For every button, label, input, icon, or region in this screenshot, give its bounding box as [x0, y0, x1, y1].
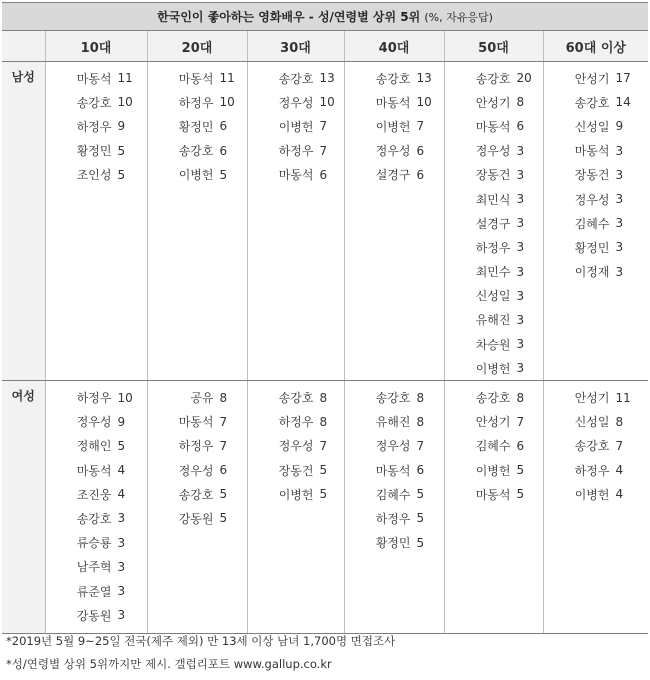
ranking-entry [544, 235, 649, 259]
actor-name: 차승원 [475, 337, 511, 352]
percent-value: 5 [319, 487, 328, 502]
percent-value: 5 [219, 487, 228, 502]
percent-value: 6 [219, 463, 228, 478]
actor-name: 마동석 [375, 95, 411, 110]
actor-name: 이정재 [574, 265, 610, 280]
percent-value: 5 [516, 487, 525, 502]
actor-name: 김혜수 [574, 216, 610, 231]
ranking-entry [46, 482, 147, 506]
actor-name: 정우성 [574, 192, 610, 207]
ranking-entry [46, 90, 147, 114]
percent-value: 5 [117, 167, 126, 182]
ranking-entry [345, 458, 444, 482]
actor-name: 이병헌 [574, 487, 610, 502]
percent-value: 3 [615, 264, 624, 279]
age-header-10s: 10대 [45, 31, 147, 62]
percent-value: 11 [117, 71, 133, 86]
percent-value: 3 [117, 511, 126, 526]
ranking-entry [345, 434, 444, 458]
ranking-entry [445, 385, 543, 409]
ranking-entry [248, 163, 344, 187]
percent-value: 5 [416, 535, 425, 550]
actor-name: 이병헌 [475, 463, 511, 478]
actor-name: 이병헌 [475, 361, 511, 376]
actor-name: 하정우 [278, 415, 314, 430]
ranking-entry [544, 458, 649, 482]
actor-name: 황정민 [76, 144, 112, 159]
ranking-entry [544, 410, 649, 434]
actor-name: 하정우 [375, 511, 411, 526]
percent-value: 10 [416, 95, 432, 110]
ranking-entry [148, 458, 247, 482]
percent-value: 3 [117, 584, 126, 599]
table-title: 한국인이 좋아하는 영화배우 - 성/연령별 상위 5위 [157, 10, 421, 24]
actor-name: 유해진 [475, 313, 511, 328]
percent-value: 9 [615, 119, 624, 134]
actor-name: 최민수 [475, 265, 511, 280]
actor-name: 조인성 [76, 168, 112, 183]
percent-value: 7 [219, 414, 228, 429]
actor-name: 유해진 [375, 415, 411, 430]
percent-value: 10 [117, 95, 133, 110]
percent-value: 4 [117, 487, 126, 502]
ranking-entry [544, 139, 649, 163]
percent-value: 4 [615, 487, 624, 502]
ranking-entry [46, 555, 147, 579]
gender-label-female: 여성 [2, 381, 45, 634]
actor-name: 신성일 [475, 289, 511, 304]
percent-value: 7 [615, 438, 624, 453]
percent-value: 5 [117, 438, 126, 453]
actor-name: 마동석 [475, 119, 511, 134]
ranking-entry [544, 211, 649, 235]
actor-name: 장동건 [475, 168, 511, 183]
corner-header-cell [2, 31, 45, 62]
percent-value: 5 [219, 167, 228, 182]
ranking-entry [544, 187, 649, 211]
actor-name: 공유 [190, 391, 214, 406]
percent-value: 7 [516, 414, 525, 429]
ranking-entry [248, 458, 344, 482]
actor-name: 마동석 [574, 144, 610, 159]
percent-value: 3 [516, 288, 525, 303]
actor-name: 남주혁 [76, 560, 112, 575]
percent-value: 3 [615, 240, 624, 255]
actor-name: 이병헌 [278, 119, 314, 134]
actor-name: 하정우 [178, 95, 214, 110]
percent-value: 4 [117, 463, 126, 478]
age-header-row [2, 31, 648, 62]
ranking-entry [248, 410, 344, 434]
percent-value: 10 [117, 390, 133, 405]
actor-name: 황정민 [375, 536, 411, 551]
ranking-entry [46, 163, 147, 187]
percent-value: 3 [516, 312, 525, 327]
percent-value: 6 [516, 119, 525, 134]
actor-name: 최민식 [475, 192, 511, 207]
ranking-entry [544, 482, 649, 506]
actor-name: 하정우 [278, 144, 314, 159]
ranking-entry [248, 90, 344, 114]
ranking-entry [445, 66, 543, 90]
ranking-entry [148, 139, 247, 163]
ranking-entry [248, 66, 344, 90]
percent-value: 3 [516, 192, 525, 207]
age-header-60s-plus: 60대 이상 [543, 31, 648, 62]
actor-name: 송강호 [375, 71, 411, 86]
ranking-entry [345, 506, 444, 530]
actor-name: 송강호 [278, 71, 314, 86]
percent-value: 3 [516, 361, 525, 376]
ranking-entry [345, 482, 444, 506]
ranking-entry [544, 434, 649, 458]
percent-value: 6 [516, 438, 525, 453]
actor-name: 송강호 [475, 391, 511, 406]
actor-name: 송강호 [178, 144, 214, 159]
actor-name: 이병헌 [278, 487, 314, 502]
ranking-entry [445, 308, 543, 332]
actor-name: 조진웅 [76, 487, 112, 502]
percent-value: 14 [615, 95, 631, 110]
percent-value: 3 [516, 143, 525, 158]
ranking-entry [148, 410, 247, 434]
percent-value: 13 [319, 71, 335, 86]
percent-value: 8 [319, 390, 328, 405]
ranking-entry [248, 482, 344, 506]
male-20s-cell [147, 62, 247, 381]
title-row [2, 3, 648, 31]
percent-value: 9 [117, 414, 126, 429]
percent-value: 5 [516, 463, 525, 478]
actor-name: 황정민 [178, 119, 214, 134]
ranking-entry [248, 139, 344, 163]
percent-value: 6 [219, 119, 228, 134]
ranking-entry [345, 90, 444, 114]
ranking-entry [445, 482, 543, 506]
actor-name: 설경구 [475, 216, 511, 231]
ranking-entry [445, 90, 543, 114]
actor-name: 안성기 [475, 415, 511, 430]
ranking-entry [445, 163, 543, 187]
percent-value: 3 [516, 264, 525, 279]
actor-name: 송강호 [375, 391, 411, 406]
ranking-entry [148, 66, 247, 90]
ranking-entry [46, 385, 147, 409]
actor-name: 송강호 [76, 95, 112, 110]
female-60s-plus-cell [543, 381, 648, 634]
actor-name: 하정우 [76, 391, 112, 406]
ranking-entry [445, 235, 543, 259]
percent-value: 6 [416, 463, 425, 478]
actor-name: 강동원 [76, 608, 112, 623]
ranking-entry [46, 410, 147, 434]
ranking-entry [46, 434, 147, 458]
actor-name: 송강호 [574, 95, 610, 110]
table-title-note: (%, 자유응답) [424, 11, 493, 24]
age-header-40s: 40대 [344, 31, 444, 62]
actor-name: 안성기 [475, 95, 511, 110]
percent-value: 6 [416, 167, 425, 182]
ranking-entry [345, 114, 444, 138]
ranking-entry [46, 506, 147, 530]
ranking-entry [445, 114, 543, 138]
ranking-entry [148, 482, 247, 506]
ranking-entry [345, 410, 444, 434]
ranking-entry [46, 579, 147, 603]
actor-name: 마동석 [375, 463, 411, 478]
percent-value: 3 [117, 559, 126, 574]
percent-value: 5 [416, 511, 425, 526]
percent-value: 8 [319, 414, 328, 429]
actor-name: 정우성 [178, 463, 214, 478]
table-title-cell [2, 3, 648, 31]
male-row [2, 62, 648, 381]
ranking-entry [46, 114, 147, 138]
ranking-entry [248, 385, 344, 409]
percent-value: 10 [319, 95, 335, 110]
ranking-entry [46, 603, 147, 627]
percent-value: 7 [319, 119, 328, 134]
ranking-entry [445, 458, 543, 482]
actor-name: 신성일 [574, 119, 610, 134]
ranking-entry [445, 260, 543, 284]
percent-value: 6 [219, 143, 228, 158]
actor-name: 마동석 [178, 415, 214, 430]
ranking-entry [46, 458, 147, 482]
female-10s-cell [45, 381, 147, 634]
actor-name: 강동원 [178, 511, 214, 526]
male-60s-plus-cell [543, 62, 648, 381]
actor-name: 송강호 [574, 439, 610, 454]
actor-name: 류승룡 [76, 536, 112, 551]
ranking-entry [345, 139, 444, 163]
percent-value: 3 [615, 167, 624, 182]
actor-name: 정해인 [76, 439, 112, 454]
percent-value: 8 [416, 390, 425, 405]
ranking-entry [544, 66, 649, 90]
actor-name: 김혜수 [375, 487, 411, 502]
actor-name: 이병헌 [178, 168, 214, 183]
ranking-entry [445, 284, 543, 308]
ranking-entry [148, 506, 247, 530]
actor-name: 마동석 [178, 71, 214, 86]
ranking-entry [46, 531, 147, 555]
gender-label-male: 남성 [2, 62, 45, 381]
percent-value: 17 [615, 71, 631, 86]
female-30s-cell [247, 381, 344, 634]
actor-name: 안성기 [574, 71, 610, 86]
ranking-entry [148, 114, 247, 138]
percent-value: 3 [516, 337, 525, 352]
age-header-50s: 50대 [444, 31, 543, 62]
actor-name: 류준열 [76, 584, 112, 599]
ranking-entry [445, 211, 543, 235]
actor-name: 송강호 [76, 511, 112, 526]
ranking-entry [445, 187, 543, 211]
percent-value: 13 [416, 71, 432, 86]
ranking-entry [544, 163, 649, 187]
actor-name: 마동석 [76, 463, 112, 478]
ranking-entry [445, 356, 543, 380]
actor-name: 하정우 [76, 119, 112, 134]
percent-value: 5 [117, 143, 126, 158]
ranking-entry [148, 163, 247, 187]
percent-value: 7 [219, 438, 228, 453]
ranking-entry [148, 434, 247, 458]
ranking-entry [46, 66, 147, 90]
ranking-entry [445, 139, 543, 163]
actor-name: 설경구 [375, 168, 411, 183]
percent-value: 10 [219, 95, 235, 110]
percent-value: 3 [117, 608, 126, 623]
actor-name: 송강호 [178, 487, 214, 502]
percent-value: 3 [516, 240, 525, 255]
ranking-entry [345, 66, 444, 90]
percent-value: 3 [615, 216, 624, 231]
male-30s-cell [247, 62, 344, 381]
ranking-entry [445, 332, 543, 356]
percent-value: 5 [416, 487, 425, 502]
percent-value: 5 [219, 511, 228, 526]
ranking-entry [445, 434, 543, 458]
actor-name: 마동석 [475, 487, 511, 502]
percent-value: 8 [516, 95, 525, 110]
actor-name: 마동석 [278, 168, 314, 183]
percent-value: 20 [516, 71, 532, 86]
ranking-entry [445, 410, 543, 434]
female-20s-cell [147, 381, 247, 634]
percent-value: 6 [416, 143, 425, 158]
percent-value: 7 [416, 119, 425, 134]
actor-name: 정우성 [475, 144, 511, 159]
actor-name: 하정우 [574, 463, 610, 478]
actor-ranking-table [2, 2, 648, 634]
ranking-entry [148, 385, 247, 409]
footnote-source: *성/연령별 상위 5위까지만 제시. 갤럽리포트 www.gallup.co.kr [6, 657, 332, 671]
footnote-survey: *2019년 5월 9~25일 전국(제주 제외) 만 13세 이상 남녀 1,700명 면접조사 [6, 634, 396, 648]
age-header-30s: 30대 [247, 31, 344, 62]
actor-name: 정우성 [375, 439, 411, 454]
percent-value: 9 [117, 119, 126, 134]
male-50s-cell [444, 62, 543, 381]
percent-value: 4 [615, 463, 624, 478]
actor-name: 송강호 [475, 71, 511, 86]
actor-name: 이병헌 [375, 119, 411, 134]
percent-value: 3 [516, 216, 525, 231]
percent-value: 11 [615, 390, 631, 405]
ranking-entry [248, 114, 344, 138]
actor-name: 정우성 [278, 439, 314, 454]
actor-name: 정우성 [278, 95, 314, 110]
actor-name: 정우성 [375, 144, 411, 159]
actor-name: 장동건 [574, 168, 610, 183]
male-40s-cell [344, 62, 444, 381]
ranking-entry [544, 385, 649, 409]
percent-value: 8 [416, 414, 425, 429]
percent-value: 3 [615, 143, 624, 158]
actor-name: 정우성 [76, 415, 112, 430]
percent-value: 3 [615, 192, 624, 207]
ranking-entry [544, 90, 649, 114]
percent-value: 8 [219, 390, 228, 405]
ranking-entry [248, 434, 344, 458]
ranking-entry [345, 163, 444, 187]
age-header-20s: 20대 [147, 31, 247, 62]
percent-value: 3 [117, 535, 126, 550]
percent-value: 7 [319, 143, 328, 158]
ranking-entry [345, 385, 444, 409]
percent-value: 6 [319, 167, 328, 182]
female-40s-cell [344, 381, 444, 634]
male-10s-cell [45, 62, 147, 381]
percent-value: 8 [615, 414, 624, 429]
percent-value: 3 [516, 167, 525, 182]
actor-name: 김혜수 [475, 439, 511, 454]
actor-name: 신성일 [574, 415, 610, 430]
actor-name: 장동건 [278, 463, 314, 478]
percent-value: 7 [416, 438, 425, 453]
female-row [2, 381, 648, 634]
actor-name: 송강호 [278, 391, 314, 406]
percent-value: 5 [319, 463, 328, 478]
ranking-entry [544, 114, 649, 138]
ranking-entry [544, 260, 649, 284]
percent-value: 7 [319, 438, 328, 453]
actor-name: 마동석 [76, 71, 112, 86]
ranking-entry [148, 90, 247, 114]
percent-value: 8 [516, 390, 525, 405]
actor-name: 하정우 [475, 240, 511, 255]
actor-name: 하정우 [178, 439, 214, 454]
actor-name: 안성기 [574, 391, 610, 406]
female-50s-cell [444, 381, 543, 634]
report-table-container [2, 2, 648, 634]
ranking-entry [345, 531, 444, 555]
actor-name: 황정민 [574, 240, 610, 255]
ranking-entry [46, 139, 147, 163]
percent-value: 11 [219, 71, 235, 86]
